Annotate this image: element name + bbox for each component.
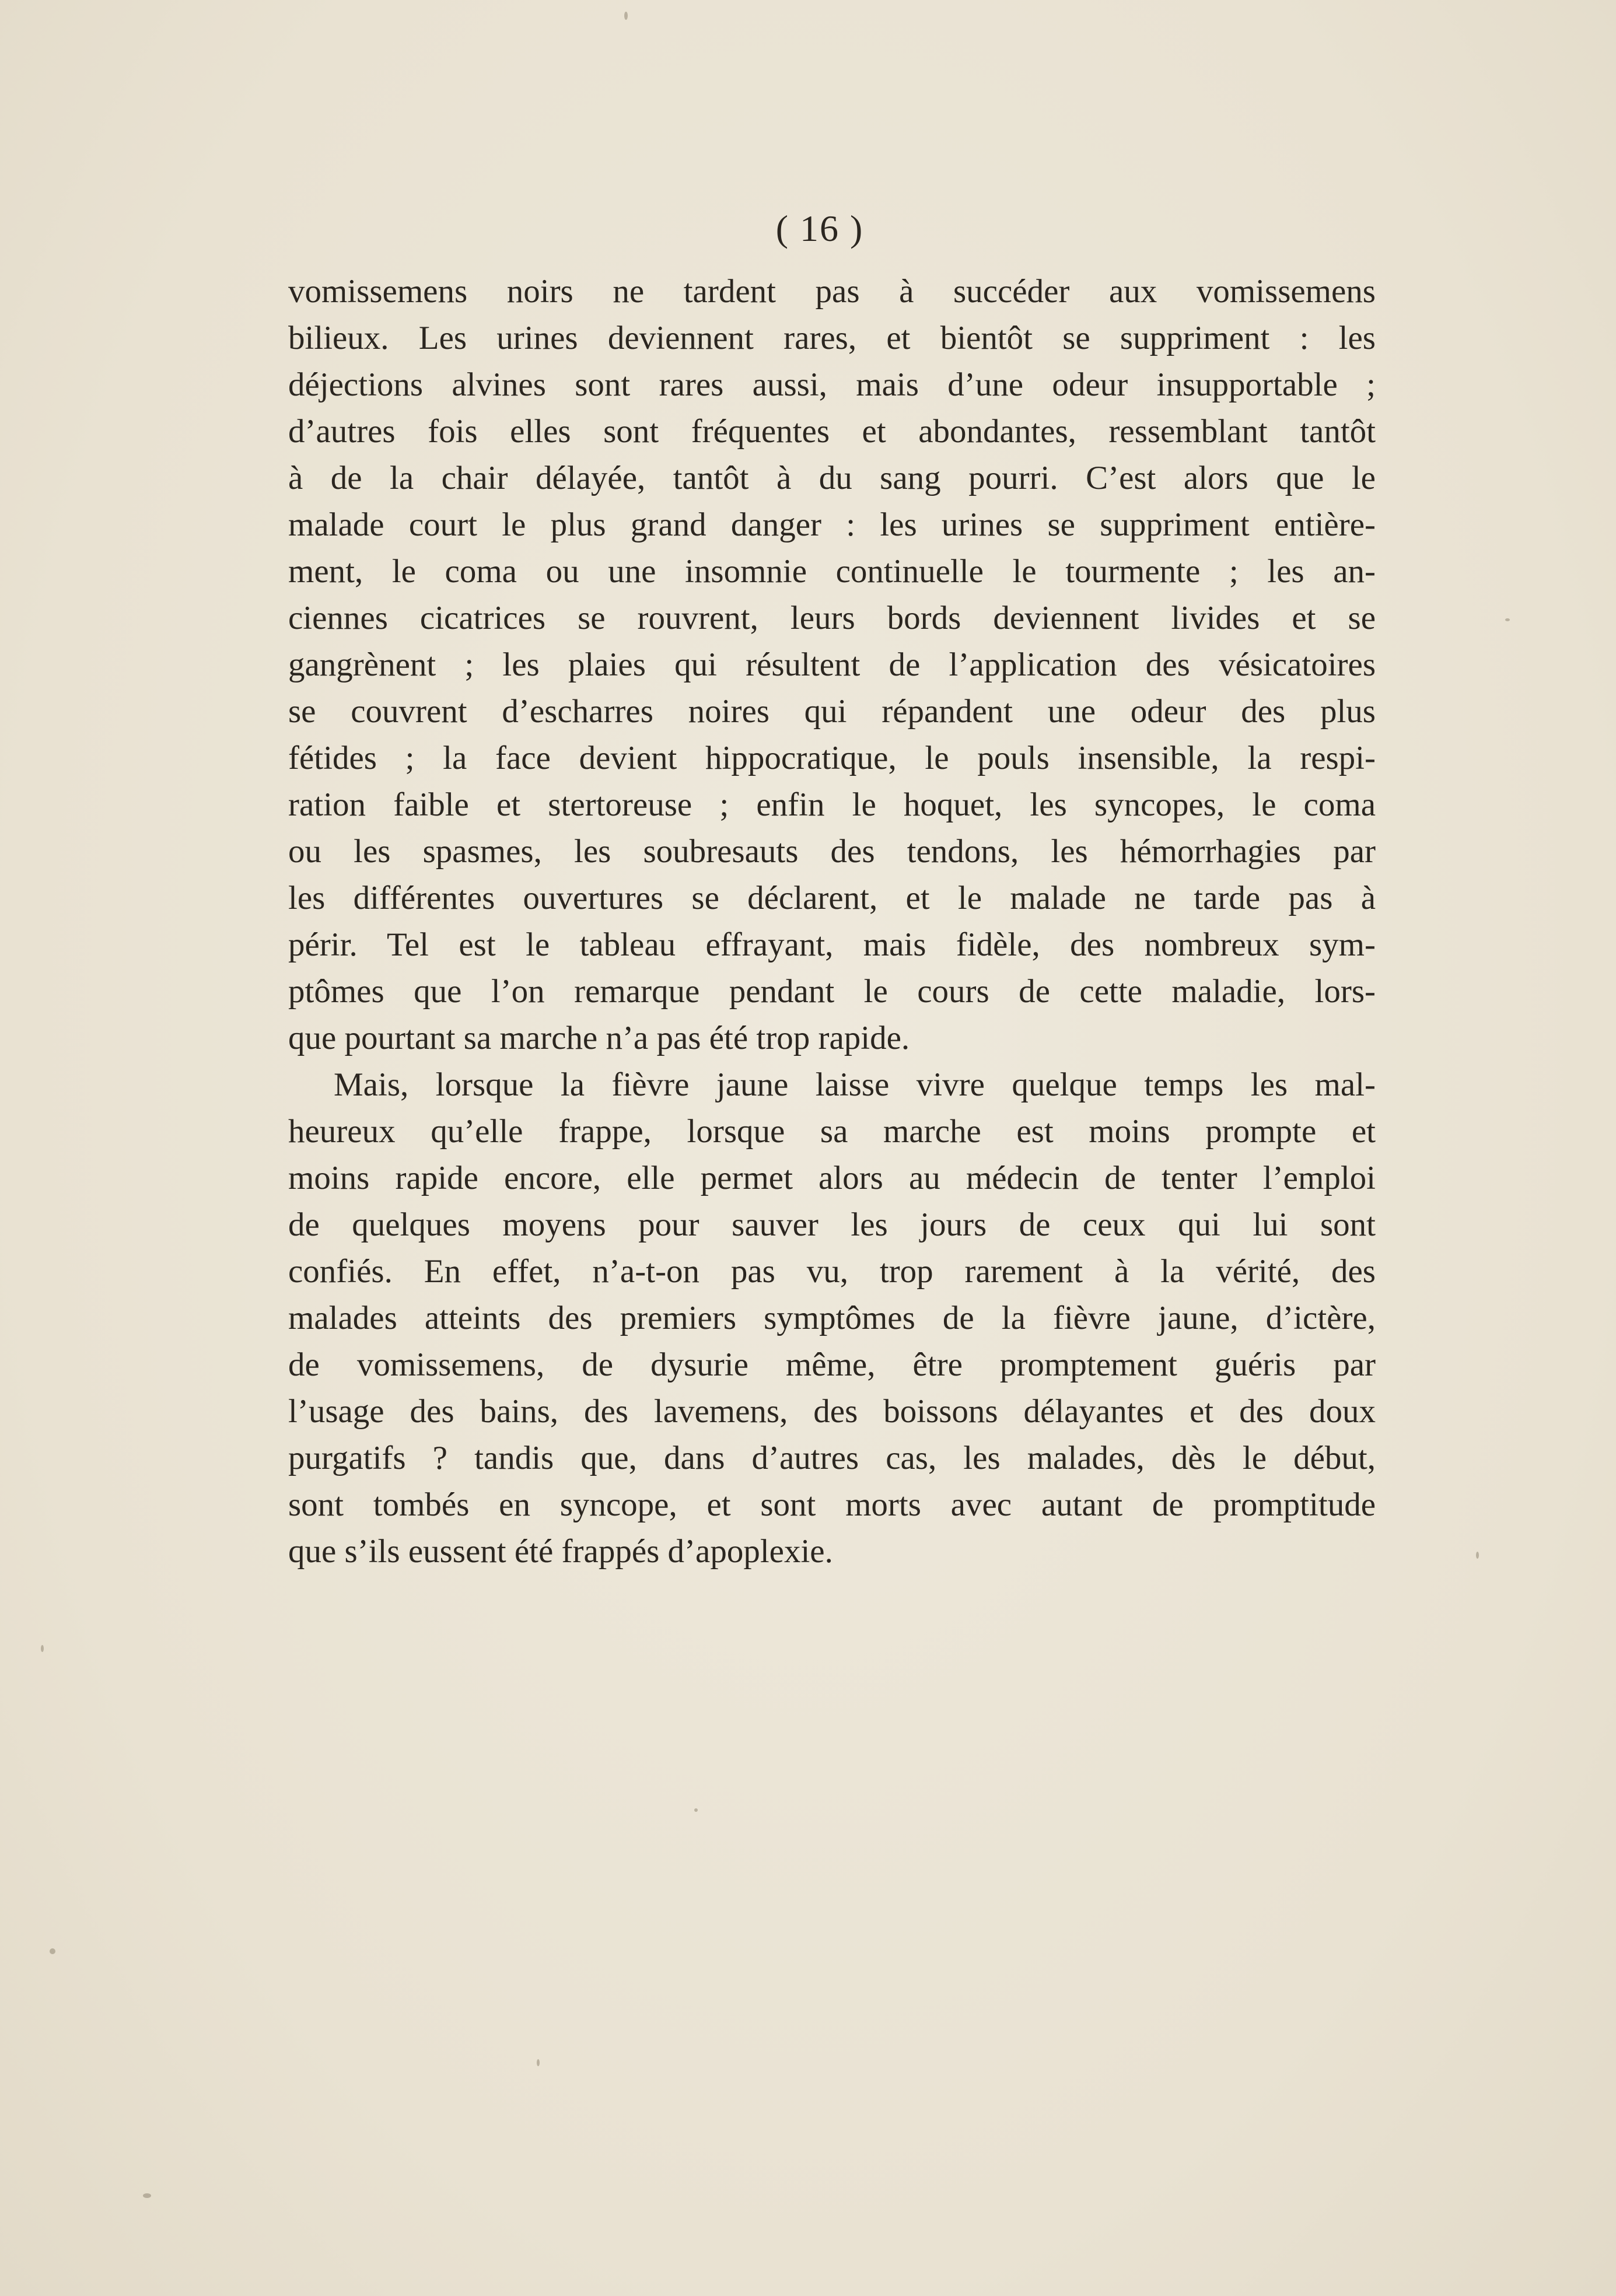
text-line: heureux qu’elle frappe, lorsque sa marche est moins prompte et	[288, 1113, 1376, 1150]
text-line: ou les spasmes, les soubresauts des tendons, les hémorrhagies par	[288, 833, 1376, 870]
paper-speck	[41, 1645, 44, 1652]
text-line: que s’ils eussent été frappés d’apoplexie.	[288, 1533, 833, 1570]
paragraph-2	[288, 1062, 1376, 1575]
text-line: ptômes que l’on remarque pendant le cours de cette maladie, lors-	[288, 973, 1376, 1010]
text-line: à de la chair délayée, tantôt à du sang pourri. C’est alors que le	[288, 460, 1376, 496]
body-text	[288, 268, 1376, 1575]
text-line: Mais, lorsque la fièvre jaune laisse vivre quelque temps les mal-	[334, 1066, 1376, 1103]
text-line: malades atteints des premiers symptômes de la fièvre jaune, d’ictère,	[288, 1300, 1376, 1336]
paper-speck	[1476, 1552, 1479, 1559]
paper-speck	[624, 12, 628, 20]
text-line: purgatifs ? tandis que, dans d’autres cas, les malades, dès le début,	[288, 1440, 1376, 1476]
text-line: périr. Tel est le tableau effrayant, mais fidèle, des nombreux sym-	[288, 926, 1376, 963]
text-line: sont tombés en syncope, et sont morts avec autant de promptitude	[288, 1486, 1376, 1523]
paper-speck	[1505, 618, 1510, 621]
text-line: gangrènent ; les plaies qui résultent de l’application des vésicatoires	[288, 646, 1376, 683]
paragraph-1	[288, 268, 1376, 1062]
paper-speck	[50, 1948, 55, 1954]
text-line: l’usage des bains, des lavemens, des boissons délayantes et des doux	[288, 1393, 1376, 1430]
text-line: vomissemens noirs ne tardent pas à succéder aux vomissemens	[288, 273, 1376, 310]
paper-speck	[537, 2059, 540, 2066]
text-line: que pourtant sa marche n’a pas été trop rapide.	[288, 1020, 910, 1056]
paper-speck	[694, 1808, 698, 1812]
text-line: déjections alvines sont rares aussi, mais d’une odeur insupportable ;	[288, 366, 1376, 403]
text-line: fétides ; la face devient hippocratique, le pouls insensible, la respi-	[288, 740, 1376, 776]
text-line: moins rapide encore, elle permet alors au médecin de tenter l’emploi	[288, 1160, 1376, 1196]
text-line: se couvrent d’escharres noires qui répandent une odeur des plus	[288, 693, 1376, 730]
text-line: bilieux. Les urines deviennent rares, et bientôt se suppriment : les	[288, 320, 1376, 356]
text-line: de vomissemens, de dysurie même, être promptement guéris par	[288, 1346, 1376, 1383]
paper-speck	[143, 2193, 151, 2198]
text-line: les différentes ouvertures se déclarent, et le malade ne tarde pas à	[288, 880, 1376, 916]
text-line: d’autres fois elles sont fréquentes et abondantes, ressemblant tantôt	[288, 413, 1376, 450]
text-line: malade court le plus grand danger : les urines se suppriment entière-	[288, 506, 1376, 543]
text-line: confiés. En effet, n’a-t-on pas vu, trop rarement à la vérité, des	[288, 1253, 1376, 1290]
page-number: ( 16 )	[775, 208, 864, 249]
text-line: ment, le coma ou une insomnie continuelle le tourmente ; les an-	[288, 553, 1376, 590]
text-line: ciennes cicatrices se rouvrent, leurs bords deviennent livides et se	[288, 600, 1376, 636]
text-line: de quelques moyens pour sauver les jours de ceux qui lui sont	[288, 1206, 1376, 1243]
text-line: ration faible et stertoreuse ; enfin le hoquet, les syncopes, le coma	[288, 786, 1376, 823]
